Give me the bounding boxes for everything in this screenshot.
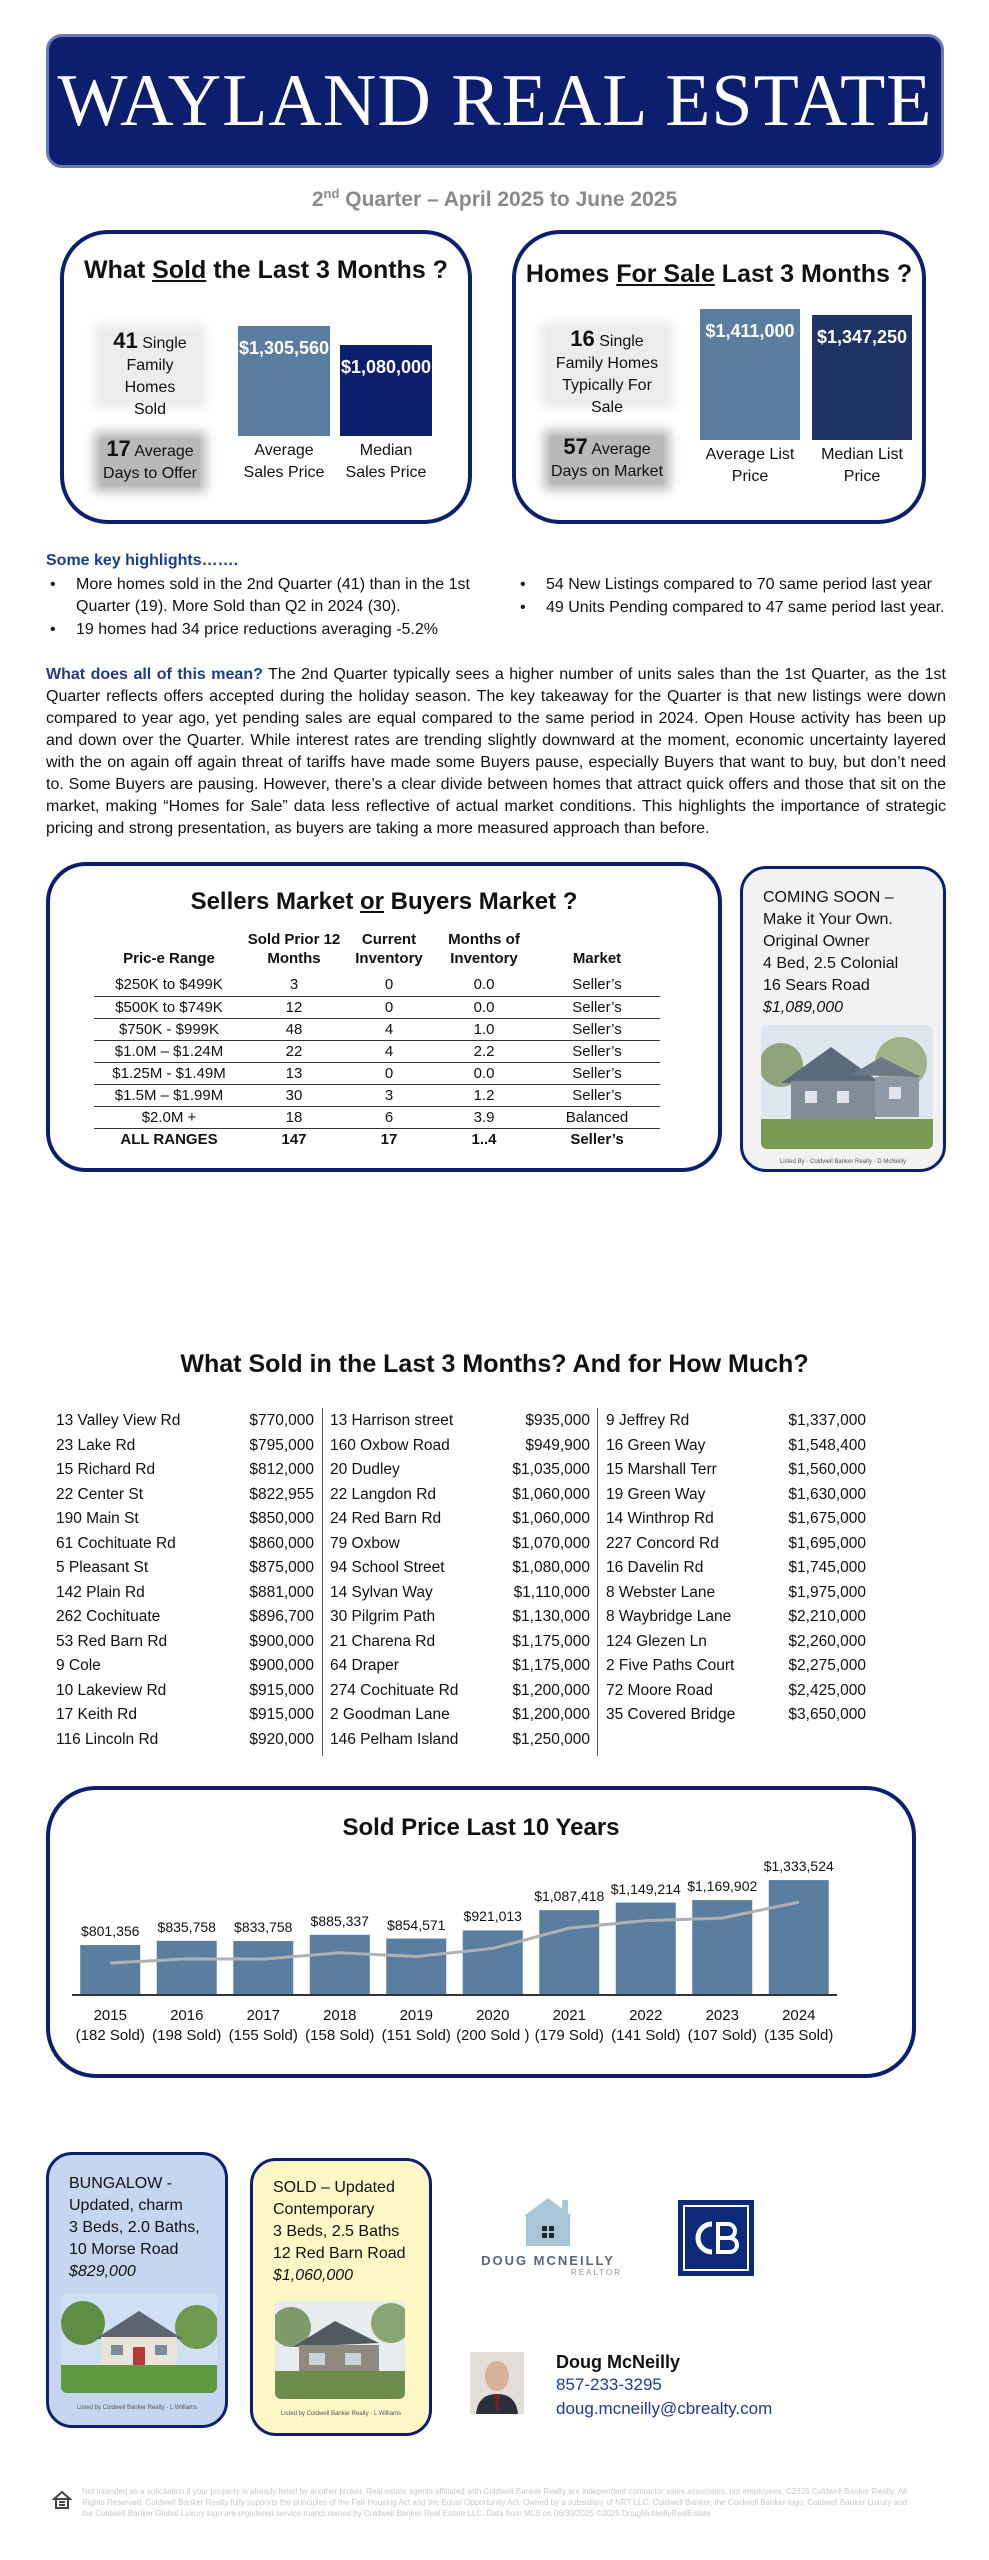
year-bar-2019 [386,1939,446,1994]
sold-price: $2,425,000 [788,1681,866,1699]
sold-price: $1,745,000 [788,1559,866,1576]
sold-address: 9 Cole [56,1657,101,1674]
cell-months-inventory: 1..4 [471,1130,497,1148]
cell-inventory: 4 [344,1018,434,1040]
sold-address: 9 Jeffrey Rd [606,1412,690,1429]
sold-list-item [606,1679,866,1704]
contact-phone[interactable]: 857-233-3295 [556,2375,662,2394]
agent-headshot [470,2352,524,2414]
sold-price: $920,000 [249,1730,314,1748]
cell-months-inventory: 2.2 [434,1040,534,1062]
sold-list-column-1 [56,1409,314,1752]
sold-address: 146 Pelham Island [330,1730,459,1748]
coming-soon-text: COMING SOON – Make it Your Own. Original Owner 4 Bed, 2.5 Colonial 16 Sears Road $1,089,000 [763,889,899,1016]
contact-name: Doug McNeilly [556,2352,681,2372]
sold-price: $1,060,000 [512,1510,590,1527]
sold-address: 61 Cochituate Rd [56,1534,176,1552]
sold-list-item [606,1703,866,1728]
agent-logo-sub: REALTOR [570,2268,622,2277]
sold-address: 262 Cochituate [56,1608,161,1625]
cell-inventory: 3 [344,1084,434,1106]
year-tick-label: 2018 [323,2007,357,2024]
cell-months-inventory: 3.9 [434,1106,534,1128]
sold-address: 16 Green Way [606,1436,706,1454]
year-bar-2024 [769,1880,829,1994]
cell-market-type: Balanced [534,1106,660,1128]
for-sale-panel-title: Homes For Sale Last 3 Months ? [525,260,913,288]
ten-year-chart-panel [46,1786,916,2078]
cell-price-range: $750K - $999K [94,1018,244,1040]
col-current-inventory: Current Inventory [355,931,423,967]
bar-value-label: $1,333,524 [763,1858,834,1875]
x-tick [602,2006,691,2046]
sold-price: $1,130,000 [512,1608,590,1625]
year-tick-label: 2015 [93,2007,127,2024]
sold-price: $900,000 [249,1632,314,1650]
homes-for-sale-stat: 16 Single Family Homes Typically For Sale [546,328,668,402]
market-commentary [46,664,946,840]
page-title: WAYLAND REAL ESTATE [57,59,933,142]
x-tick [143,2006,232,2046]
x-tick [525,2006,614,2046]
year-tick-label: 2021 [552,2007,586,2024]
cell-sold-count: 48 [244,1018,344,1040]
sold-list-item [330,1458,590,1483]
bungalow-card[interactable] [46,2152,228,2428]
bungalow-credit: Listed by Coldwell Banker Realty - L Williams [76,2405,198,2411]
col-market: Market [572,950,622,967]
homes-sold-stat: 41 Single Family Homes Sold [100,330,200,402]
col-sold-12-months: Sold Prior 12 Months [247,931,341,967]
sold-address: 22 Center St [56,1485,144,1503]
days-to-offer-stat: 17 Average Days to Offer [100,438,200,486]
cell-inventory: 0 [344,974,434,996]
sold-price: $881,000 [249,1583,314,1601]
sold-price: $1,630,000 [788,1485,866,1503]
sold-list-item [606,1630,866,1655]
x-tick [372,2006,461,2046]
cell-sold-count: 18 [244,1106,344,1128]
sold-address: 5 Pleasant St [56,1559,149,1576]
sold-list-item [56,1556,314,1581]
sold-address: 116 Lincoln Rd [56,1730,159,1748]
market-table [94,928,660,1150]
sold-address: 15 Richard Rd [56,1461,156,1478]
year-tick-label: 2022 [629,2007,663,2024]
sold-house-photo [275,2301,405,2399]
sold-list-item [330,1654,590,1679]
avg-sales-price-label: Average Sales Price [243,442,325,481]
bar-value-label: $885,337 [310,1912,369,1929]
cell-market-type: Seller’s [534,996,660,1018]
sold-list-item [56,1630,314,1655]
cell-market-type: Seller’s [534,1084,660,1106]
sold-list-item [330,1532,590,1557]
sold-address: 13 Valley View Rd [56,1412,181,1429]
avg-list-price-bar: $1,411,000 [700,309,800,440]
sold-address: 24 Red Barn Rd [330,1510,442,1527]
chart-title: Sold Price Last 10 Years [342,1814,620,1841]
sold-price: $1,250,000 [512,1730,590,1748]
sold-price: $1,337,000 [788,1412,866,1429]
year-bar-2018 [310,1935,370,1994]
sold-list-item [56,1434,314,1459]
x-tick [755,2006,844,2046]
year-bar-2021 [539,1910,599,1994]
sold-list-item [606,1581,866,1606]
market-row [94,974,660,996]
sold-panel-title: What Sold the Last 3 Months ? [84,256,448,284]
year-sold-count: (151 Sold) [381,2027,451,2044]
quarter-subtitle [0,186,989,212]
market-row [94,996,660,1018]
cell-months-inventory: 0.0 [434,1062,534,1084]
sold-address: 22 Langdon Rd [330,1485,437,1503]
cell-sold-count: 22 [244,1040,344,1062]
cell-market-type: Seller’s [534,1062,660,1084]
coldwell-banker-logo [678,2200,754,2276]
cell-price-range: $1.0M – $1.24M [94,1040,244,1062]
sold-list-item [606,1654,866,1679]
title-banner [46,34,944,168]
sold-price: $1,070,000 [512,1534,590,1552]
sold-price: $900,000 [249,1657,314,1674]
sold-list-item [56,1654,314,1679]
market-row [94,1062,660,1084]
cell-sold-count: 147 [281,1130,307,1148]
market-row [94,1106,660,1128]
sold-address: 17 Keith Rd [56,1706,137,1723]
cell-price-range: $1.5M – $1.99M [94,1084,244,1106]
cell-inventory: 4 [344,1040,434,1062]
sold-address: 160 Oxbow Road [330,1436,450,1454]
sold-price: $1,175,000 [512,1657,590,1674]
year-bar-2017 [233,1941,293,1994]
cell-inventory: 0 [344,1062,434,1084]
sold-price: $2,210,000 [788,1608,866,1625]
commentary-lead: What does all of this mean? [46,666,263,683]
cell-sold-count: 3 [244,974,344,996]
x-tick [449,2006,538,2046]
sold-address: 94 School Street [330,1559,445,1576]
highlight-item: • 19 homes had 34 price reductions averaging -5.2% [46,619,486,641]
cell-price-range: $1.25M - $1.49M [94,1062,244,1084]
sold-address: 124 Glezen Ln [606,1632,707,1650]
year-sold-count: (135 Sold) [764,2027,834,2044]
year-sold-count: (179 Sold) [534,2027,604,2044]
cell-months-inventory: 1.0 [434,1018,534,1040]
year-tick-label: 2016 [170,2007,204,2024]
sold-address: 10 Lakeview Rd [56,1681,167,1699]
bar-value-label: $801,356 [81,1923,140,1940]
sold-price: $915,000 [249,1706,314,1723]
sold-address: 23 Lake Rd [56,1436,136,1454]
sold-price: $860,000 [249,1534,314,1552]
year-tick-label: 2017 [246,2007,280,2024]
sold-price: $1,200,000 [512,1681,590,1699]
year-sold-count: (182 Sold) [75,2027,145,2044]
x-tick [678,2006,767,2046]
sold-list-item [606,1483,866,1508]
sold-list-item [330,1434,590,1459]
sold-list-item [56,1507,314,1532]
sold-list-item [330,1630,590,1655]
highlight-item: • More homes sold in the 2nd Quarter (41) than in the 1st Quarter (19). More Sold than Q2 in 2024 (30). [46,574,486,618]
highlights-left-list [46,574,486,642]
sold-price: $915,000 [249,1681,314,1699]
sold-address: 15 Marshall Terr [606,1461,717,1478]
cell-months-inventory: 1.2 [434,1084,534,1106]
agent-logo [468,2192,628,2296]
sold-address: 16 Davelin Rd [606,1559,704,1576]
subtitle-quarter-number: 2 [311,188,324,211]
x-axis [72,1994,837,1996]
x-tick [296,2006,385,2046]
cell-sold-count: 30 [244,1084,344,1106]
median-sales-price-label: Median Sales Price [345,442,427,481]
sold-list-item [330,1679,590,1704]
market-table-panel [46,862,722,1172]
sold-address: 190 Main St [56,1510,139,1527]
cell-market-type: Seller’s [534,1018,660,1040]
year-bar-2022 [616,1903,676,1994]
col-months-inventory: Months of Inventory [448,931,520,967]
sold-list-item [606,1507,866,1532]
bar-value-label: $1,087,418 [534,1888,605,1905]
sold-price: $949,900 [525,1436,590,1454]
agent-logo-name: DOUG MCNEILLY [481,2253,615,2268]
sold-address: 274 Cochituate Rd [330,1681,459,1699]
contact-block [556,2352,772,2421]
median-sales-price-bar: $1,080,000 [340,345,432,436]
sold-list-item [56,1483,314,1508]
sold-listing-text: SOLD – Updated Contemporary 3 Beds, 2.5 Baths 12 Red Barn Road $1,060,000 [273,2179,406,2284]
sold-list-item [606,1556,866,1581]
commentary-body: The 2nd Quarter typically sees a higher number of units sales than the 1st Quarter, as the 1st Quarter reflects offers accepted during the holiday season. The key takeaway for the Quarter is that new listings were down compared to year ago, yet pending sales are equal compared to the same period in 2024. Open House activity has been up and down over the Quarter. While interest rates are trending slightly downward at the moment, economic uncertainty layered with the on again off again threat of tariffs have made some Buyers pause, especially Buyers that want to buy, but don’t need to. Some Buyers are pausing. However, there’s a clear divide between homes that attract quick offers and those that sit on the market, making “Homes for Sale” data less reflective of actual market conditions. This highlights the importance of strategic pricing and strong presentation, as buyers are taking a more measured approach than before. [46,666,946,837]
sold-price: $1,975,000 [788,1583,866,1601]
market-table-title: Sellers Market or Buyers Market ? [190,888,578,915]
highlight-item: • 54 New Listings compared to 70 same period last year [516,574,946,596]
sold-price: $1,560,000 [788,1461,866,1478]
sold-list-item [606,1458,866,1483]
median-list-price-bar: $1,347,250 [812,315,912,440]
sold-address: 35 Covered Bridge [606,1706,736,1723]
days-on-market-stat: 57 Average Days on Market [550,436,664,484]
sold-list-item [56,1703,314,1728]
x-tick [219,2006,308,2046]
sold-list-item [56,1409,314,1434]
sold-list-column-2 [330,1409,590,1752]
year-tick-label: 2023 [705,2007,739,2024]
highlights-heading: Some key highlights……. [46,552,239,569]
subtitle-date-range: Quarter – April 2025 to June 2025 [339,188,678,211]
sold-price: $875,000 [249,1559,314,1576]
median-list-price-label: Median List Price [821,446,903,485]
sold-address: 64 Draper [330,1657,399,1674]
market-total-row [94,1128,660,1150]
bar-value-label: $1,169,902 [687,1878,758,1895]
sold-price: $935,000 [525,1412,590,1429]
year-bar-2015 [80,1945,140,1994]
sold-address: 13 Harrison street [330,1412,454,1429]
for-sale-summary-panel [512,230,926,524]
column-divider [322,1408,323,1756]
sold-price: $3,650,000 [788,1706,866,1723]
legal-disclaimer: Not intended as a solicitation if your property is already listed by another broker. Real estate agents affiliated with Coldwell Banker Realty are independent contractor sales associates, not employees. ©2025 Coldwell Banker Realty. All Rights Reserved. Coldwell Banker Realty fully supports the principles of the Fair Housing Act and the Equal Opportunity Act. Owned by a subsidiary of NRT LLC. Coldwell Banker, the Coldwell Banker logo, Coldwell Banker Luxury and the Coldwell Banker Global Luxury logo are registered service marks owned by Coldwell Banker Real Estate LLC. Data from MLS on 06/30/2025 ©2025 DougMcNeillyRealEstate [82,2487,908,2518]
cell-inventory: 0 [344,996,434,1018]
coming-soon-card[interactable] [740,866,946,1172]
sold-price: $1,675,000 [788,1510,866,1527]
sold-list-title: What Sold in the Last 3 Months? And for How Much? [180,1350,809,1378]
cell-inventory: 17 [380,1130,398,1148]
house-logo-icon [468,2192,628,2248]
sold-address: 20 Dudley [330,1461,400,1478]
sold-list-item [330,1728,590,1753]
highlights-right-list [516,574,946,620]
bar-value-label: $921,013 [463,1908,522,1925]
sold-listing-credit: Listed by Coldwell Banker Realty - L Williams [280,2411,402,2417]
cell-market-type: Seller’s [570,1130,624,1148]
year-tick-label: 2024 [782,2007,816,2024]
sold-price: $1,060,000 [512,1485,590,1503]
sold-price: $2,260,000 [788,1632,866,1650]
year-sold-count: (141 Sold) [611,2027,681,2044]
sold-list-item [56,1581,314,1606]
year-bar-2020 [463,1930,523,1994]
sold-list-item [330,1581,590,1606]
market-row [94,1084,660,1106]
market-row [94,1040,660,1062]
sold-list-item [606,1532,866,1557]
sold-list-item [56,1728,314,1753]
cell-price-range: $250K to $499K [94,974,244,996]
year-sold-count: (198 Sold) [152,2027,222,2044]
sold-list-column-3 [606,1409,866,1728]
bungalow-text: BUNGALOW - Updated, charm 3 Beds, 2.0 Baths, 10 Morse Road $829,000 [69,2175,200,2280]
cell-price-range: ALL RANGES [120,1130,218,1148]
sold-list-item [330,1483,590,1508]
sold-price: $2,275,000 [788,1657,866,1674]
bungalow-house-photo [61,2293,217,2393]
contact-email[interactable]: doug.mcneilly@cbrealty.com [556,2399,773,2418]
cell-months-inventory: 0.0 [434,974,534,996]
sold-list-item [56,1458,314,1483]
sold-address: 72 Moore Road [606,1681,713,1699]
sold-address: 8 Waybridge Lane [606,1608,732,1625]
year-bar-2016 [157,1941,217,1994]
avg-sales-price-bar: $1,305,560 [238,326,330,436]
year-sold-count: (107 Sold) [687,2027,757,2044]
sold-list-item [606,1434,866,1459]
sold-address: 8 Webster Lane [606,1583,716,1601]
sold-price: $1,548,400 [788,1436,866,1454]
bar-value-label: $833,758 [234,1919,293,1936]
sold-address: 2 Goodman Lane [330,1706,450,1723]
avg-list-price-label: Average List Price [705,446,795,485]
sold-address: 53 Red Barn Rd [56,1632,168,1650]
cell-months-inventory: 0.0 [434,996,534,1018]
cell-sold-count: 12 [244,996,344,1018]
column-divider [597,1408,598,1756]
x-tick [66,2006,155,2046]
sold-price: $1,175,000 [512,1632,590,1650]
sold-list-item [56,1532,314,1557]
sold-price: $795,000 [249,1436,314,1454]
year-sold-count: (200 Sold ) [456,2027,530,2044]
cell-price-range: $500K to $749K [94,996,244,1018]
sold-price: $1,035,000 [512,1461,590,1478]
sold-price: $1,110,000 [513,1583,590,1601]
sold-address: 227 Concord Rd [606,1534,719,1552]
sold-list-item [330,1507,590,1532]
sold-price: $822,955 [249,1485,314,1503]
cell-price-range: $2.0M + [94,1106,244,1128]
sold-list-item [330,1605,590,1630]
coming-soon-house-photo [761,1025,933,1149]
year-sold-count: (155 Sold) [228,2027,298,2044]
sold-price: $1,695,000 [788,1534,866,1552]
sold-address: 30 Pilgrim Path [330,1608,436,1625]
cell-market-type: Seller’s [534,974,660,996]
col-price-range: Pric-e Range [123,950,215,967]
year-tick-label: 2020 [476,2007,510,2024]
sold-list-item [56,1679,314,1704]
sold-summary-panel [60,230,472,524]
year-tick-label: 2019 [399,2007,433,2024]
cell-market-type: Seller’s [534,1040,660,1062]
sold-address: 2 Five Paths Court [606,1657,735,1674]
cell-sold-count: 13 [244,1062,344,1084]
sold-list-item [330,1703,590,1728]
sold-price: $812,000 [249,1461,314,1478]
sold-price: $850,000 [249,1510,314,1527]
sold-list-item [330,1556,590,1581]
bar-value-label: $835,758 [157,1918,216,1935]
sold-price: $1,080,000 [512,1559,590,1576]
sold-address: 79 Oxbow [330,1534,400,1552]
sold-price: $770,000 [249,1412,314,1429]
subtitle-ordinal: nd [323,186,340,201]
sold-list-item [56,1605,314,1630]
sold-price: $1,200,000 [512,1706,590,1723]
sold-price: $896,700 [249,1608,314,1625]
highlight-item: • 49 Units Pending compared to 47 same period last year. [516,597,946,619]
sold-list-item [606,1409,866,1434]
year-sold-count: (158 Sold) [305,2027,375,2044]
bar-value-label: $1,149,214 [610,1880,681,1897]
sold-list-item [606,1605,866,1630]
bar-value-label: $854,571 [387,1916,446,1933]
market-table-header [94,928,660,974]
cb-monogram-icon [692,2218,740,2258]
sold-address: 142 Plain Rd [56,1583,145,1601]
cell-inventory: 6 [344,1106,434,1128]
sold-address: 19 Green Way [606,1485,706,1503]
sold-address: 14 Sylvan Way [330,1583,433,1601]
equal-housing-icon [52,2490,72,2510]
coming-soon-credit: Listed By - Coldwell Banker Realty - D McNeilly [779,1159,907,1165]
market-row [94,1018,660,1040]
sold-listing-card[interactable] [250,2158,432,2436]
sold-address: 21 Charena Rd [330,1632,436,1650]
sold-list-item [330,1409,590,1434]
sold-address: 14 Winthrop Rd [606,1510,714,1527]
